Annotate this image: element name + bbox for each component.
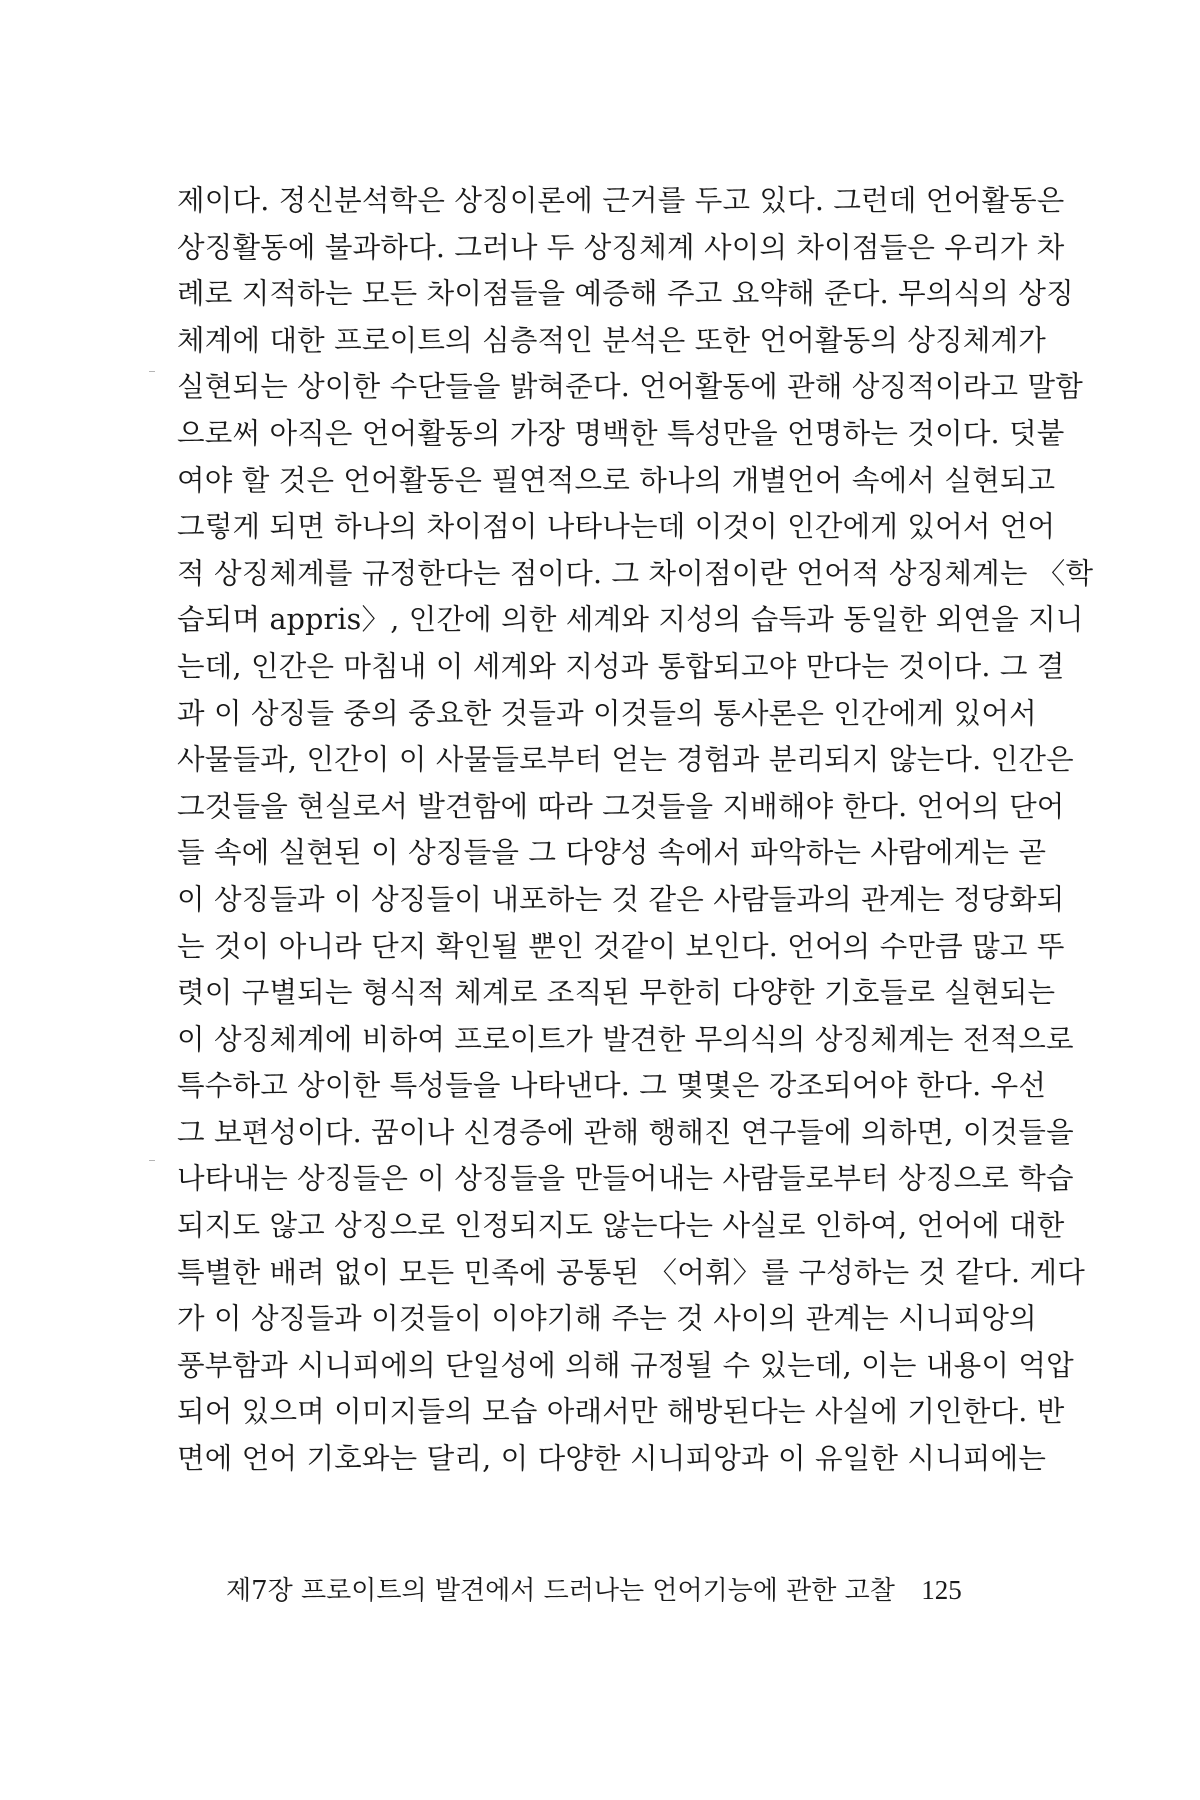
text-line: 는 것이 아니라 단지 확인될 뿐인 것같이 보인다. 언어의 수만큼 많고 뚜 <box>177 929 1065 963</box>
text-line: 례로 지적하는 모든 차이점들을 예증해 주고 요약해 준다. 무의식의 상징 <box>177 277 1074 311</box>
page-number: 125 <box>921 1575 962 1605</box>
text-line: 특별한 배려 없이 모든 민족에 공통된 〈어휘〉를 구성하는 것 같다. 게다 <box>177 1255 1085 1289</box>
text-line: 제이다. 정신분석학은 상징이론에 근거를 두고 있다. 그런데 언어활동은 <box>177 184 1065 217</box>
scan-margin-mark <box>149 1160 155 1161</box>
text-line: 되지도 않고 상징으로 인정되지도 않는다는 사실로 인하여, 언어에 대한 <box>177 1209 1065 1243</box>
text-line: 여야 할 것은 언어활동은 필연적으로 하나의 개별언어 속에서 실현되고 <box>177 463 1056 497</box>
body-text <box>177 178 1094 1483</box>
text-line: 체계에 대한 프로이트의 심층적인 분석은 또한 언어활동의 상징체계가 <box>177 323 1047 357</box>
scan-margin-mark <box>149 371 155 372</box>
text-line: 나타내는 상징들은 이 상징들을 만들어내는 사람들로부터 상징으로 학습 <box>177 1162 1074 1196</box>
text-line: 가 이 상징들과 이것들이 이야기해 주는 것 사이의 관계는 시니피앙의 <box>177 1302 1037 1336</box>
text-line: 풍부함과 시니피에의 단일성에 의해 규정될 수 있는데, 이는 내용이 억압 <box>177 1348 1074 1382</box>
text-line: 들 속에 실현된 이 상징들을 그 다양성 속에서 파악하는 사람에게는 곧 <box>177 836 1047 870</box>
text-line: 는데, 인간은 마침내 이 세계와 지성과 통합되고야 만다는 것이다. 그 결 <box>177 649 1065 683</box>
text-line: 과 이 상징들 중의 중요한 것들과 이것들의 통사론은 인간에게 있어서 <box>177 696 1037 730</box>
text-line: 그 보편성이다. 꿈이나 신경증에 관해 행해진 연구들에 의하면, 이것들을 <box>177 1115 1074 1149</box>
text-line: 적 상징체계를 규정한다는 점이다. 그 차이점이란 언어적 상징체계는 〈학 <box>177 556 1094 590</box>
text-line: 그것들을 현실로서 발견함에 따라 그것들을 지배해야 한다. 언어의 단어 <box>177 789 1065 823</box>
text-line: 사물들과, 인간이 이 사물들로부터 얻는 경험과 분리되지 않는다. 인간은 <box>177 743 1074 777</box>
text-line: 되어 있으며 이미지들의 모습 아래서만 해방된다는 사실에 기인한다. 반 <box>177 1395 1065 1429</box>
text-line: 으로써 아직은 언어활동의 가장 명백한 특성만을 언명하는 것이다. 덧붙 <box>177 416 1065 450</box>
page-footer <box>226 1568 1026 1612</box>
text-line: 습되며 appris〉, 인간에 의한 세계와 지성의 습득과 동일한 외연을 지니 <box>177 603 1084 637</box>
text-line: 이 상징체계에 비하여 프로이트가 발견한 무의식의 상징체계는 전적으로 <box>177 1022 1074 1056</box>
running-footer-title: 제7장 프로이트의 발견에서 드러나는 언어기능에 관한 고찰 <box>226 1576 895 1606</box>
text-line: 이 상징들과 이 상징들이 내포하는 것 같은 사람들과의 관계는 정당화되 <box>177 882 1065 916</box>
text-line: 렷이 구별되는 형식적 체계로 조직된 무한히 다양한 기호들로 실현되는 <box>177 976 1056 1010</box>
text-line: 특수하고 상이한 특성들을 나타낸다. 그 몇몇은 강조되어야 한다. 우선 <box>177 1069 1047 1103</box>
text-line: 실현되는 상이한 수단들을 밝혀준다. 언어활동에 관해 상징적이라고 말함 <box>177 370 1084 404</box>
text-line: 면에 언어 기호와는 달리, 이 다양한 시니피앙과 이 유일한 시니피에는 <box>177 1442 1047 1476</box>
text-line: 상징활동에 불과하다. 그러나 두 상징체계 사이의 차이점들은 우리가 차 <box>177 230 1065 264</box>
text-line: 그렇게 되면 하나의 차이점이 나타나는데 이것이 인간에게 있어서 언어 <box>177 510 1056 544</box>
